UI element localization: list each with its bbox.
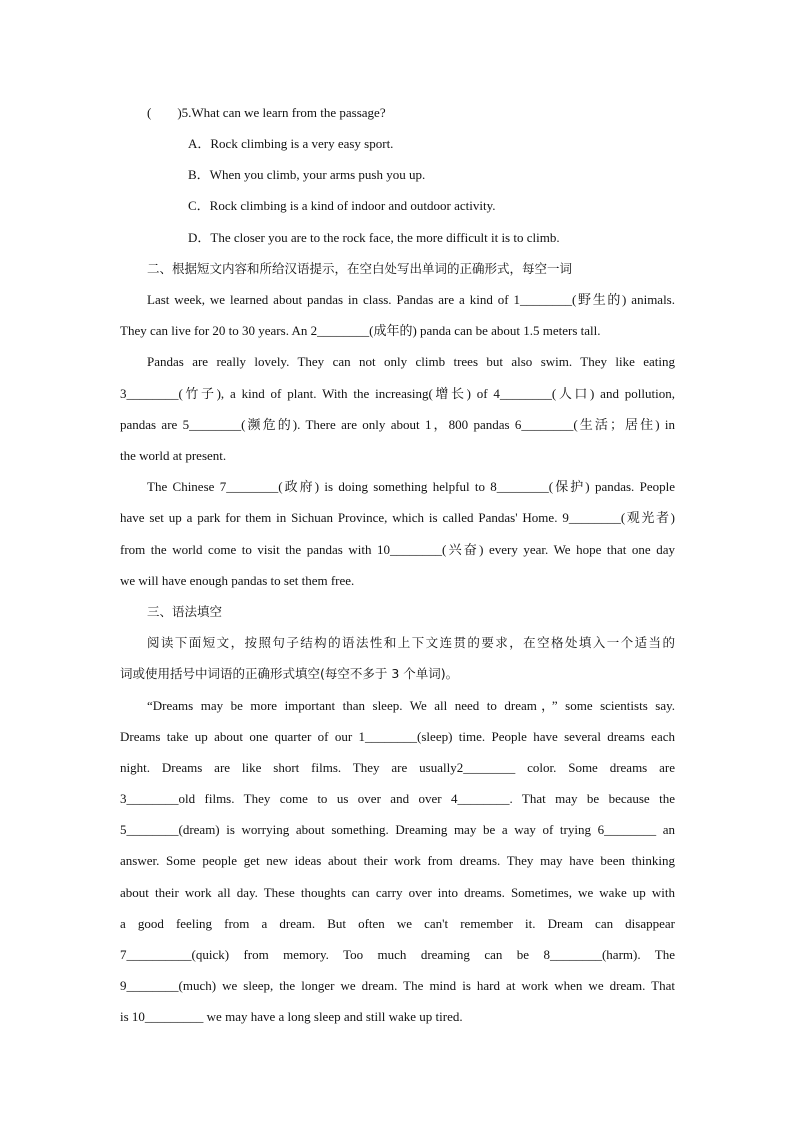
section-3-line-4: 3________old films. They come to us over and over 4________. That may be because the — [120, 791, 675, 806]
section-3-instruction-1: 阅读下面短文，按照句子结构的语法性和上下文连贯的要求，在空格处填入一个适当的 — [147, 635, 675, 650]
option-a: A．Rock climbing is a very easy sport. — [188, 136, 394, 151]
section-2-line-7: The Chinese 7________(政府) is doing something helpful to 8________(保护) pandas. People — [147, 479, 675, 494]
section-3-line-11: is 10_________ we may have a long sleep and still wake up tired. — [120, 1009, 463, 1024]
section-2-line-1: Last week, we learned about pandas in class. Pandas are a kind of 1________(野生的) animals. — [147, 292, 675, 307]
section-3-instruction-2: 词或使用括号中词语的正确形式填空(每空不多于 3 个单词)。 — [120, 666, 459, 681]
section-3-line-5: 5________(dream) is worrying about something. Dreaming may be a way of trying 6________ an — [120, 822, 675, 837]
section-3-heading: 三、语法填空 — [147, 604, 223, 619]
section-2-line-9: from the world come to visit the pandas with 10________(兴奋) every year. We hope that one day — [120, 542, 675, 557]
section-3-line-8: a good feeling from a dream. But often we can't remember it. Dream can disappear — [120, 916, 675, 931]
section-2-heading: 二、根据短文内容和所给汉语提示，在空白处写出单词的正确形式，每空一词 — [147, 261, 573, 276]
section-2-line-3: Pandas are really lovely. They can not only climb trees but also swim. They like eating — [147, 354, 675, 369]
section-3-line-1: “Dreams may be more important than sleep. We all need to dream，” some scientists say. — [147, 698, 675, 713]
section-3-line-6: answer. Some people get new ideas about their work from dreams. They may have been thinking — [120, 853, 675, 868]
section-3-line-10: 9________(much) we sleep, the longer we dream. The mind is hard at work when we dream. That — [120, 978, 675, 993]
section-2-line-8: have set up a park for them in Sichuan Province, which is called Pandas' Home. 9________(观光者) — [120, 510, 675, 525]
section-2-line-5: pandas are 5________(濒危的). There are only about 1，800 pandas 6________(生活；居住) in — [120, 417, 675, 432]
section-2-line-2: They can live for 20 to 30 years. An 2________(成年的) panda can be about 1.5 meters tall. — [120, 323, 601, 338]
section-2-line-4: 3________(竹子), a kind of plant. With the increasing(增长) of 4________(人口) and pollution, — [120, 386, 675, 401]
section-2-line-10: we will have enough pandas to set them free. — [120, 573, 355, 588]
section-2-line-6: the world at present. — [120, 448, 227, 463]
option-d: D．The closer you are to the rock face, the more difficult it is to climb. — [188, 230, 560, 245]
section-3-line-9: 7__________(quick) from memory. Too much dreaming can be 8________(harm). The — [120, 947, 675, 962]
question-5-stem: ( )5.What can we learn from the passage? — [147, 105, 386, 120]
section-3-line-2: Dreams take up about one quarter of our 1________(sleep) time. People have several dreams each — [120, 729, 675, 744]
section-3-line-3: night. Dreams are like short films. They are usually2________ color. Some dreams are — [120, 760, 675, 775]
option-b: B．When you climb, your arms push you up. — [188, 167, 426, 182]
option-c: C．Rock climbing is a kind of indoor and outdoor activity. — [188, 198, 496, 213]
section-3-line-7: about their work all day. These thoughts can carry over into dreams. Sometimes, we wake up with — [120, 885, 675, 900]
